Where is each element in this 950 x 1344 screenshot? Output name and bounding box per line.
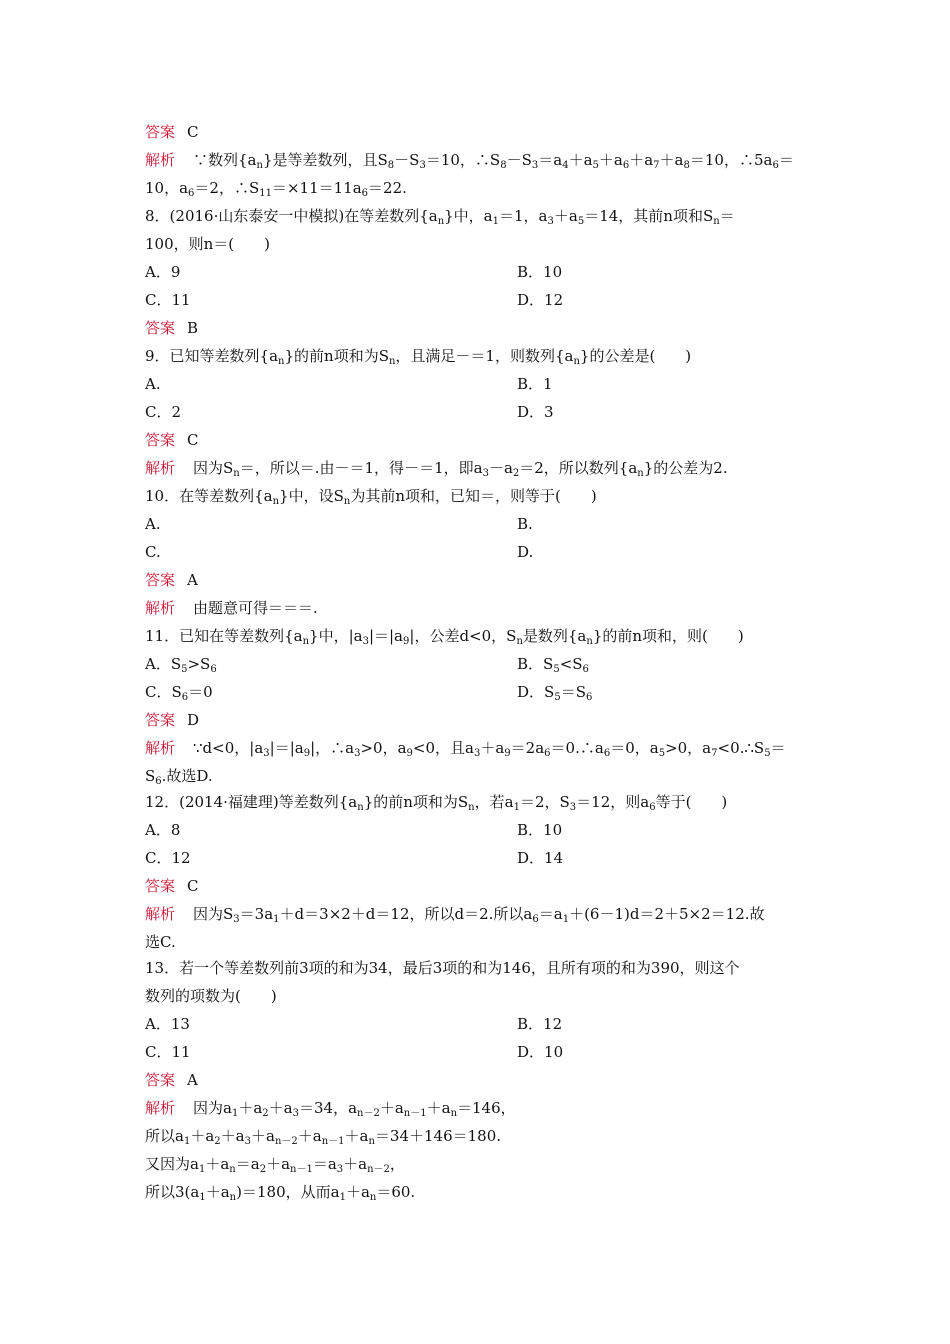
text-segment: ∵d<0，|a	[193, 739, 264, 757]
text-segment: A	[187, 1071, 198, 1089]
option-c: C．2	[145, 403, 182, 421]
text-segment: >0，a	[665, 739, 712, 757]
option-c: C．11	[145, 1043, 191, 1061]
text-segment: }中，设S	[279, 487, 344, 505]
subscript: n	[713, 216, 720, 227]
subscript: 3	[482, 468, 489, 479]
text-segment: －S	[506, 151, 532, 169]
question-13-stem: 13．若一个等差数列前3项的和为34，最后3项的和为146，且所有项的和为390，则这个	[145, 959, 740, 977]
analysis-line-q12	[145, 904, 765, 924]
subscript: 6	[622, 160, 630, 171]
text-segment: ，	[389, 1155, 405, 1173]
subscript: 6	[582, 664, 589, 675]
subscript: n－2	[357, 1108, 380, 1119]
text-segment: ＋a	[379, 1099, 404, 1117]
text-segment: ＋a	[344, 1127, 369, 1145]
option-b: B．10	[517, 263, 563, 281]
text-segment: ＝0	[188, 683, 213, 701]
subscript: 6	[210, 664, 217, 675]
subscript: 5	[553, 664, 560, 675]
text-segment: }的公差是( )	[579, 347, 692, 365]
text-segment: C	[187, 123, 199, 141]
text-segment: <0，且a	[412, 739, 474, 757]
subscript: 6	[181, 692, 189, 703]
subscript: n	[468, 802, 475, 813]
text-segment: }是等差数列，且S	[262, 151, 388, 169]
subscript: 6	[155, 776, 162, 787]
text-segment: ＝a	[235, 1155, 260, 1173]
text-segment: ＝146，	[457, 1099, 516, 1117]
subscript: n	[302, 636, 310, 647]
text-segment: 8．(2016·山东泰安一中模拟)在等差数列{a	[145, 207, 438, 225]
text-segment: |＝|a	[368, 627, 404, 645]
answer-line-q11	[145, 710, 199, 730]
text-segment: ＝	[719, 207, 735, 225]
subscript: n	[229, 1164, 236, 1175]
text-segment: ＝2，所以数列{a	[519, 459, 638, 477]
text-segment: ＋a	[266, 1155, 291, 1173]
subscript: n	[229, 1192, 237, 1203]
subscript: 3	[336, 1164, 344, 1175]
subscript: 6	[603, 748, 611, 759]
answer-line-q9	[145, 430, 199, 450]
subscript: 3	[473, 748, 481, 759]
subscript: 2	[512, 468, 520, 479]
subscript: 8	[500, 160, 507, 171]
question-12-stem	[145, 792, 727, 812]
option-a: A．13	[145, 1015, 190, 1033]
text-segment: 所以3(a	[145, 1183, 200, 1201]
question-11-stem	[145, 626, 744, 646]
text-segment: 因为S	[193, 905, 234, 923]
text-segment: ＋a	[629, 151, 654, 169]
text-segment: <S	[559, 655, 583, 673]
text-segment: }中，a	[444, 207, 493, 225]
text-segment: ＝0.∴a	[550, 739, 604, 757]
option-a: A.	[145, 515, 161, 533]
subscript: 6	[188, 188, 195, 199]
text-segment: ＝	[770, 739, 786, 757]
text-segment: }的前n项和为S	[284, 347, 389, 365]
subscript: 5	[658, 748, 666, 759]
subscript: 6	[544, 748, 551, 759]
option-c: C.	[145, 543, 161, 561]
subscript: 3	[233, 914, 240, 925]
text-segment: ＝，所以＝.由－＝1，得－＝1，即a	[239, 459, 483, 477]
text-segment: ＋a	[238, 1099, 263, 1117]
subscript: 5	[554, 692, 561, 703]
subscript: 6	[361, 188, 369, 199]
answer-line-q7	[145, 122, 199, 142]
text-segment: A	[187, 571, 198, 589]
text-segment: B	[187, 319, 199, 337]
option-c: C．12	[145, 849, 191, 867]
text-segment: ＝a	[538, 151, 563, 169]
subscript: 3	[419, 160, 426, 171]
text-segment: ＋a	[190, 1127, 215, 1145]
text-segment: ＝a	[538, 905, 563, 923]
analysis-line-q7-cont	[145, 178, 407, 198]
text-segment: 9．已知等差数列{a	[145, 347, 279, 365]
subscript: n	[369, 1192, 377, 1203]
subscript: 1	[183, 1136, 191, 1147]
subscript: n	[233, 468, 240, 479]
text-segment: }的前n项和为S	[363, 793, 469, 811]
text-segment: 因为a	[193, 1099, 232, 1117]
analysis-line-q13-4	[145, 1182, 415, 1202]
text-segment: ＝2，∴S	[194, 179, 260, 197]
text-segment: 为其前n项和，已知＝，则等于( )	[350, 487, 597, 505]
analysis-line-q9	[145, 458, 728, 478]
subscript: 1	[199, 1192, 206, 1203]
text-segment: 10．在等差数列{a	[145, 487, 273, 505]
analysis-line-q13	[145, 1098, 516, 1118]
text-segment: ＝14，其前n项和S	[584, 207, 714, 225]
option-d: D．14	[517, 849, 564, 867]
text-segment: D．S	[517, 683, 555, 701]
analysis-label: 解析	[145, 459, 176, 477]
subscript: 3	[569, 802, 577, 813]
subscript: 1	[198, 1164, 206, 1175]
text-segment: ＝10，∴S	[425, 151, 501, 169]
subscript: 1	[513, 802, 520, 813]
subscript: n	[450, 1108, 458, 1119]
option-b: B.	[517, 515, 533, 533]
option-a: A.	[145, 375, 161, 393]
analysis-label: 解析	[145, 739, 176, 757]
subscript: 5	[764, 748, 771, 759]
subscript: 11	[259, 188, 272, 199]
analysis-label: 解析	[145, 1099, 176, 1117]
answer-label: 答案	[145, 319, 176, 337]
subscript: 9	[406, 748, 413, 759]
text-segment: 所以a	[145, 1127, 184, 1145]
subscript: 1	[339, 1192, 346, 1203]
subscript: 8	[387, 160, 395, 171]
text-segment: C	[187, 877, 199, 895]
text-segment: ＋a	[426, 1099, 451, 1117]
subscript: n	[357, 802, 364, 813]
subscript: n	[573, 356, 580, 367]
text-segment: >0，a	[360, 739, 407, 757]
text-segment: ＋a	[268, 1099, 293, 1117]
text-segment: ＝10，∴5a	[689, 151, 773, 169]
subscript: 9	[403, 636, 410, 647]
subscript: n	[437, 216, 445, 227]
text-segment: ＝60.	[376, 1183, 416, 1201]
answer-label: 答案	[145, 1071, 176, 1089]
text-segment: ＋a	[205, 1183, 230, 1201]
answer-label: 答案	[145, 123, 176, 141]
text-segment: ＝3a	[239, 905, 274, 923]
text-segment: |＝|a	[269, 739, 304, 757]
subscript: 8	[683, 160, 690, 171]
option-a	[145, 654, 217, 674]
analysis-label: 解析	[145, 151, 176, 169]
text-segment: ＋a	[250, 1127, 275, 1145]
subscript: n	[637, 468, 644, 479]
text-segment: ＋a	[553, 207, 578, 225]
subscript: 7	[711, 748, 718, 759]
text-segment: >S	[187, 655, 211, 673]
text-segment: D	[187, 711, 200, 729]
text-segment: ＝2a	[510, 739, 545, 757]
option-d	[517, 682, 592, 702]
text-segment: 10，a	[145, 179, 189, 197]
analysis-line-q7	[145, 150, 794, 170]
text-segment: 由题意可得＝＝＝.	[193, 599, 318, 617]
answer-label: 答案	[145, 877, 176, 895]
analysis-line-q11-cont	[145, 766, 213, 786]
subscript: 3	[362, 636, 369, 647]
text-segment: }的前n项和，则( )	[592, 627, 744, 645]
option-a: A．9	[145, 263, 181, 281]
subscript: n－1	[290, 1164, 313, 1175]
answer-label: 答案	[145, 711, 176, 729]
subscript: 7	[653, 160, 660, 171]
subscript: 6	[772, 160, 779, 171]
question-13-stem-cont: 数列的项数为( )	[145, 987, 277, 1005]
subscript: 3	[531, 160, 539, 171]
text-segment: B．S	[517, 655, 554, 673]
text-segment: ＝34，a	[299, 1099, 358, 1117]
text-segment: S	[145, 767, 156, 785]
text-segment: 因为S	[193, 459, 234, 477]
subscript: n	[256, 160, 263, 171]
option-c: C．11	[145, 291, 191, 309]
question-8-stem	[145, 206, 735, 226]
option-c	[145, 682, 213, 702]
subscript: n－2	[274, 1136, 298, 1147]
analysis-line-q12-cont: 选C.	[145, 933, 176, 951]
text-segment: ＋a	[205, 1155, 230, 1173]
text-segment: ＝1，a	[499, 207, 548, 225]
answer-line-q8	[145, 318, 198, 338]
answer-line-q13	[145, 1070, 198, 1090]
subscript: 6	[532, 914, 539, 925]
analysis-line-q13-2	[145, 1126, 501, 1146]
subscript: 3	[292, 1108, 299, 1119]
option-d: D．3	[517, 403, 554, 421]
option-b: B．12	[517, 1015, 563, 1033]
text-segment: ，且满足－＝1，则数列{a	[395, 347, 574, 365]
analysis-line-q10	[145, 598, 318, 618]
subscript: 3	[244, 1136, 251, 1147]
subscript: n	[343, 496, 351, 507]
text-segment: ＋a	[345, 1183, 370, 1201]
analysis-line-q13-3	[145, 1154, 405, 1174]
subscript: 2	[214, 1136, 221, 1147]
answer-label: 答案	[145, 571, 176, 589]
question-9-stem	[145, 346, 691, 366]
option-d: D.	[517, 543, 534, 561]
question-10-stem	[145, 486, 597, 506]
text-segment: ＝×11＝11a	[271, 179, 362, 197]
text-segment: ＋a	[220, 1127, 245, 1145]
subscript: 3	[354, 748, 361, 759]
subscript: 5	[181, 664, 188, 675]
subscript: 4	[562, 160, 569, 171]
option-d: D．10	[517, 1043, 564, 1061]
text-segment: ＝22.	[368, 179, 407, 197]
subscript: 9	[504, 748, 511, 759]
answer-line-q12	[145, 876, 199, 896]
text-segment: 是数列{a	[522, 627, 587, 645]
text-segment: －a	[488, 459, 513, 477]
text-segment: ＋(6－1)d＝2＋5×2＝12.故	[569, 905, 765, 923]
text-segment: .故选D.	[161, 767, 213, 785]
subscript: n－2	[367, 1164, 390, 1175]
subscript: n	[388, 356, 396, 367]
text-segment: 12．(2014·福建理)等差数列{a	[145, 793, 358, 811]
text-segment: C．S	[145, 683, 182, 701]
option-a: A．8	[145, 821, 181, 839]
subscript: n	[272, 496, 280, 507]
text-segment: ＝S	[560, 683, 586, 701]
option-d: D．12	[517, 291, 564, 309]
text-segment: 又因为a	[145, 1155, 199, 1173]
text-segment: ＝2，S	[519, 793, 570, 811]
text-segment: ＝34＋146＝180.	[374, 1127, 502, 1145]
text-segment: ＋a	[297, 1127, 322, 1145]
text-segment: A．S	[145, 655, 182, 673]
text-segment: ＝12，则a	[576, 793, 650, 811]
subscript: 5	[577, 216, 585, 227]
subscript: 9	[303, 748, 311, 759]
subscript: n	[368, 1136, 375, 1147]
subscript: 1	[273, 914, 280, 925]
text-segment: ＋d＝3×2＋d＝12，所以d＝2.所以a	[279, 905, 533, 923]
subscript: 2	[259, 1164, 267, 1175]
text-segment: ＋a	[598, 151, 623, 169]
text-segment: )＝180，从而a	[236, 1183, 340, 1201]
text-segment: 等于( )	[655, 793, 728, 811]
option-b: B．10	[517, 821, 563, 839]
subscript: n－1	[321, 1136, 345, 1147]
analysis-line-q11	[145, 738, 786, 758]
option-b: B．1	[517, 375, 553, 393]
text-segment: ＝	[778, 151, 794, 169]
text-segment: －S	[394, 151, 420, 169]
subscript: n	[586, 636, 593, 647]
text-segment: ＋a	[480, 739, 505, 757]
answer-line-q10	[145, 570, 198, 590]
subscript: 1	[231, 1108, 239, 1119]
subscript: 6	[649, 802, 656, 813]
text-segment: ＋a	[568, 151, 593, 169]
text-segment: ＋a	[659, 151, 684, 169]
analysis-label: 解析	[145, 599, 176, 617]
analysis-label: 解析	[145, 905, 176, 923]
subscript: 2	[262, 1108, 269, 1119]
text-segment: }的公差为2.	[643, 459, 728, 477]
text-segment: ，若a	[474, 793, 514, 811]
text-segment: }中，|a	[309, 627, 363, 645]
text-segment: C	[187, 431, 199, 449]
question-8-stem-cont: 100，则n＝( )	[145, 235, 270, 253]
subscript: 1	[562, 914, 570, 925]
text-segment: ＝0，a	[610, 739, 659, 757]
subscript: 5	[592, 160, 599, 171]
answer-label: 答案	[145, 431, 176, 449]
text-segment: 11．已知在等差数列{a	[145, 627, 303, 645]
subscript: 3	[263, 748, 270, 759]
subscript: n	[278, 356, 285, 367]
text-segment: ∵数列{a	[193, 151, 257, 169]
text-segment: <0.∴S	[717, 739, 765, 757]
subscript: n	[516, 636, 523, 647]
subscript: 6	[585, 692, 593, 703]
subscript: n－1	[403, 1108, 427, 1119]
option-b	[517, 654, 589, 674]
text-segment: ＝a	[312, 1155, 337, 1173]
text-segment: |，∴a	[310, 739, 355, 757]
text-segment: ＋a	[343, 1155, 368, 1173]
subscript: 3	[547, 216, 554, 227]
subscript: 1	[492, 216, 500, 227]
text-segment: |，公差d<0，S	[409, 627, 517, 645]
